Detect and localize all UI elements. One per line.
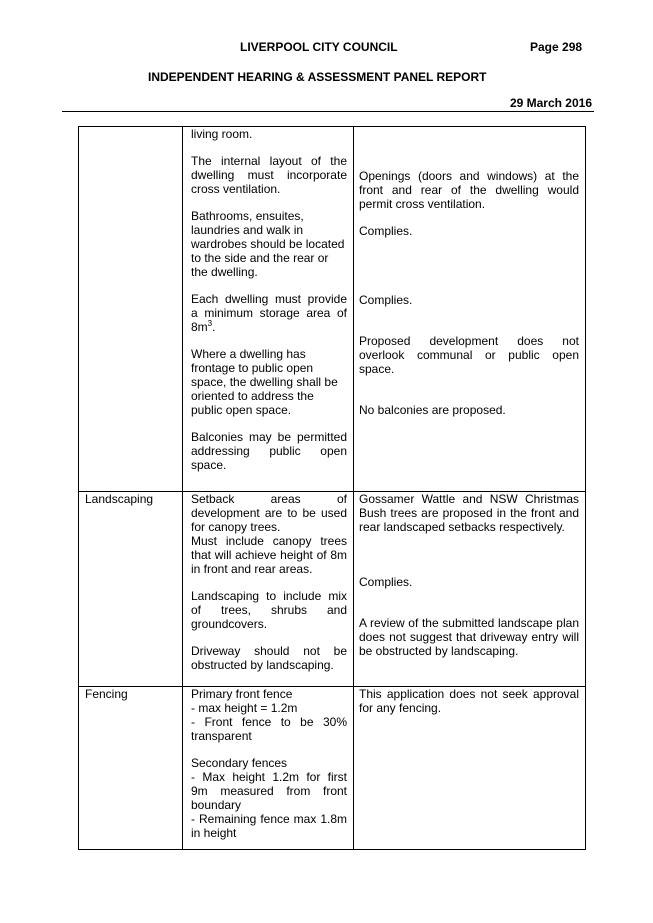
comment-text: Complies. — [359, 293, 413, 307]
category-cell — [79, 127, 183, 492]
comment-text: Complies. — [359, 575, 413, 589]
council-name: LIVERPOOL CITY COUNCIL — [240, 40, 398, 54]
comment-text: Complies. — [359, 224, 413, 238]
controls-cell — [183, 127, 354, 492]
category-cell: Landscaping — [79, 492, 183, 687]
control-text: - max height = 1.2m — [191, 701, 298, 715]
comments-cell — [354, 687, 586, 850]
control-text: Must include canopy trees that will achieve height of 8m in front and rear areas. — [191, 534, 347, 576]
control-text — [191, 292, 347, 334]
control-text: The internal layout of the dwelling must incorporate cross ventilation. — [191, 154, 347, 196]
report-date: 29 March 2016 — [509, 96, 592, 110]
page-number: Page 298 — [530, 40, 583, 54]
control-text: - Max height 1.2m for first 9m measured from front boundary — [191, 770, 347, 812]
report-title: INDEPENDENT HEARING & ASSESSMENT PANEL REPORT — [148, 70, 487, 84]
table-row-amenity — [79, 127, 586, 492]
controls-cell — [183, 492, 354, 687]
control-text: Balconies may be permitted addressing public open space. — [191, 430, 347, 472]
control-text: Primary front fence — [191, 687, 293, 701]
comment-text: Proposed development does not overlook communal or public open space. — [359, 334, 579, 376]
controls-cell — [183, 687, 354, 850]
category-cell: Fencing — [79, 687, 183, 850]
control-text: Driveway should not be obstructed by landscaping. — [191, 644, 347, 672]
comment-text: A review of the submitted landscape plan does not suggest that driveway entry will be obstructed by landscaping. — [359, 616, 579, 658]
storage-end: . — [212, 320, 216, 334]
comment-text: This application does not seek approval for any fencing. — [359, 687, 579, 715]
header-divider — [62, 111, 594, 112]
assessment-table — [78, 126, 586, 850]
storage-text: Each dwelling must provide a minimum storage area of 8m — [191, 292, 347, 334]
control-text: - Front fence to be 30% transparent — [191, 715, 347, 743]
control-text: Setback areas of development are to be used for canopy trees. — [191, 492, 347, 534]
comment-text: Openings (doors and windows) at the front and rear of the dwelling would permit cross ventilation. — [359, 169, 579, 211]
control-text: Landscaping to include mix of trees, shrubs and groundcovers. — [191, 589, 347, 631]
comments-cell — [354, 127, 586, 492]
control-text: Secondary fences — [191, 756, 288, 770]
comments-cell — [354, 492, 586, 687]
comment-text: Gossamer Wattle and NSW Christmas Bush trees are proposed in the front and rear landscaped setbacks respectively. — [359, 492, 579, 534]
table-row-landscaping — [79, 492, 586, 687]
superscript: 3 — [207, 319, 213, 328]
control-text: Bathrooms, ensuites, laundries and walk in wardrobes should be located to the side and the rear or the dwelling. — [191, 209, 345, 279]
control-text: - Remaining fence max 1.8m in height — [191, 812, 347, 840]
control-text: Where a dwelling has frontage to public open space, the dwelling shall be oriented to address the public open space. — [191, 347, 338, 417]
control-text: living room. — [191, 127, 253, 141]
comment-text: No balconies are proposed. — [359, 403, 506, 417]
table-row-fencing — [79, 687, 586, 850]
